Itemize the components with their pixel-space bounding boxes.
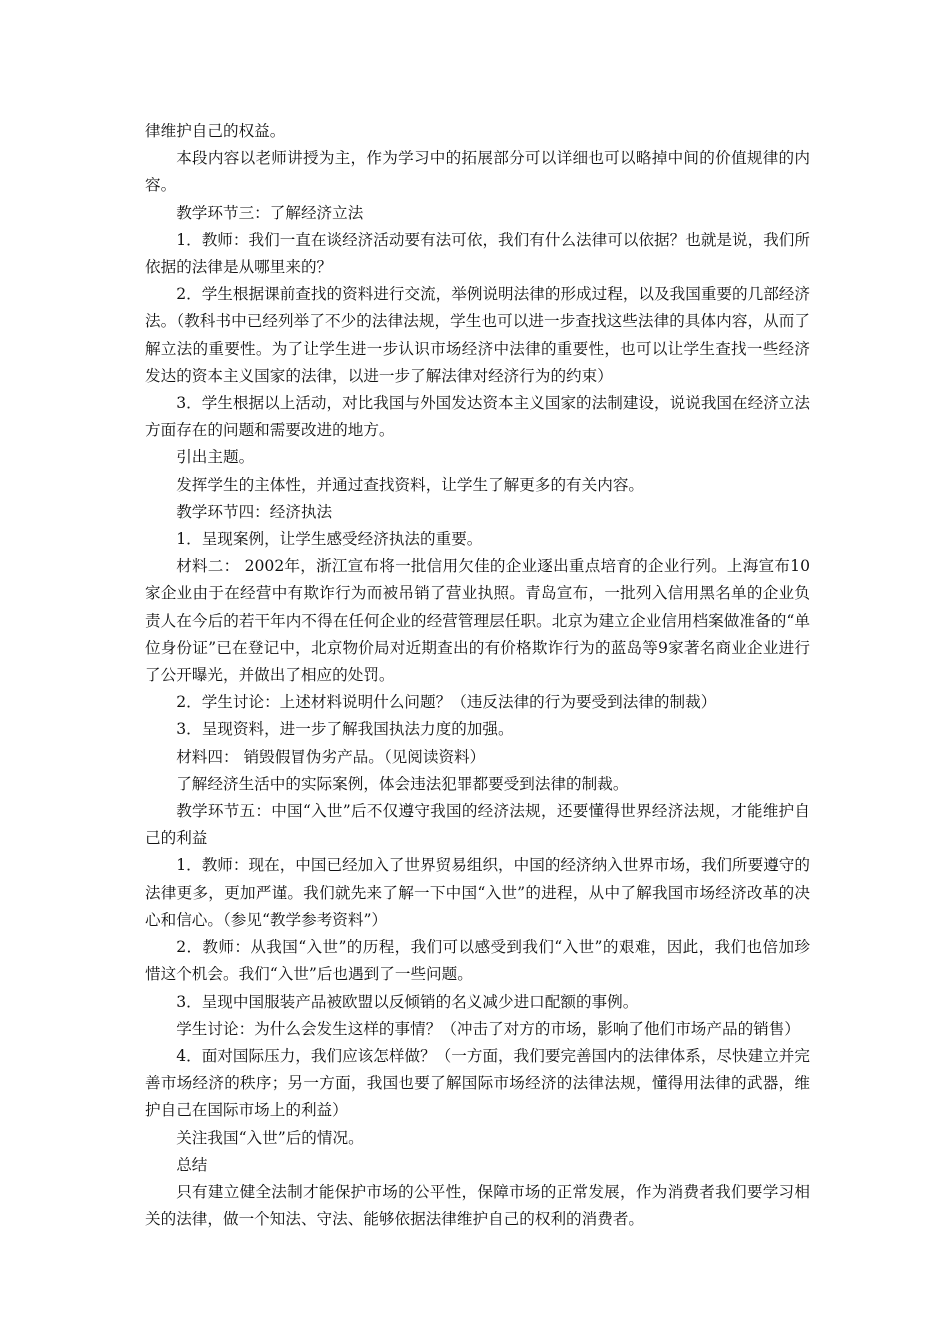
paragraph: 律维护自己的权益。 (145, 122, 286, 140)
paragraph: 本段内容以老师讲授为主，作为学习中的拓展部分可以详细也可以略掉中间的价值规律的内容。 (145, 149, 810, 195)
paragraph: 材料四： 销毁假冒伪劣产品。（见阅读资料） (176, 747, 486, 766)
paragraph: 引出主题。 (176, 448, 255, 467)
section-heading: 教学环节五：中国“入世”后不仅遵守我国的经济法规，还要懂得世界经济法规，才能维护自己的利益 (145, 802, 810, 848)
section-heading: 教学环节四：经济执法 (176, 502, 333, 521)
paragraph: 2．教师：从我国“入世”的历程，我们可以感受到我们“入世”的艰难，因此，我们也倍加珍惜这个机会。我们“入世”后也遇到了一些问题。 (145, 938, 810, 984)
paragraph: 2．学生讨论：上述材料说明什么问题？（违反法律的行为要受到法律的制裁） (176, 693, 717, 712)
document-body (145, 118, 810, 1233)
section-heading: 总结 (176, 1155, 208, 1174)
paragraph: 4．面对国际压力，我们应该怎样做？（一方面，我们要完善国内的法律体系，尽快建立并完善市场经济的秩序；另一方面，我国也要了解国际市场经济的法律法规，懂得用法律的武器，维护自己在国际市场上的利益） (145, 1046, 810, 1120)
paragraph: 3．呈现资料，进一步了解我国执法力度的加强。 (176, 720, 514, 739)
paragraph: 3．呈现中国服装产品被欧盟以反倾销的名义减少进口配额的事例。 (176, 992, 639, 1011)
paragraph: 1．教师：我们一直在谈经济活动要有法可依，我们有什么法律可以依据？也就是说，我们所依据的法律是从哪里来的？ (145, 230, 810, 277)
paragraph: 了解经济生活中的实际案例，体会违法犯罪都要受到法律的制裁。 (176, 774, 629, 793)
paragraph: 关注我国“入世”后的情况。 (176, 1128, 364, 1147)
paragraph: 学生讨论：为什么会发生这样的事情？（冲击了对方的市场，影响了他们市场产品的销售） (176, 1019, 800, 1038)
paragraph: 1．呈现案例，让学生感受经济执法的重要。 (176, 530, 483, 549)
paragraph: 1．教师：现在，中国已经加入了世界贸易组织，中国的经济纳入世界市场，我们所要遵守的法律更多，更加严谨。我们就先来了解一下中国“入世”的进程，从中了解我国市场经济改革的决心和信心。（参见“教学参考资料”） (145, 856, 810, 929)
paragraph: 3．学生根据以上活动，对比我国与外国发达资本主义国家的法制建设，说说我国在经济立法方面存在的问题和需要改进的地方。 (145, 394, 810, 440)
paragraph: 材料二： 2002年，浙江宣布将一批信用欠佳的企业逐出重点培育的企业行列。上海宣布10家企业由于在经营中有欺诈行为而被吊销了营业执照。青岛宣布，一批列入信用黑名单的企业负责人在今后的若干年内不得在任何企业的经营管理层任职。北京为建立企业信用档案做准备的“单位身份证”已在登记中，北京物价局对近期查出的有价格欺诈行为的蓝岛等9家著名商业企业进行了公开曝光，并做出了相应的处罚。 (145, 557, 810, 685)
paragraph: 发挥学生的主体性，并通过查找资料，让学生了解更多的有关内容。 (176, 475, 645, 494)
paragraph: 2．学生根据课前查找的资料进行交流，举例说明法律的形成过程，以及我国重要的几部经济法。（教科书中已经列举了不少的法律法规，学生也可以进一步查找这些法律的具体内容，从而了解立法的重要性。为了让学生进一步认识市场经济中法律的重要性，也可以让学生查找一些经济发达的资本主义国家的法律，以进一步了解法律对经济行为的约束） (145, 285, 810, 385)
paragraph: 只有建立健全法制才能保护市场的公平性，保障市场的正常发展，作为消费者我们要学习相关的法律，做一个知法、守法、能够依据法律维护自己的权利的消费者。 (145, 1182, 810, 1229)
section-heading: 教学环节三：了解经济立法 (176, 203, 364, 222)
